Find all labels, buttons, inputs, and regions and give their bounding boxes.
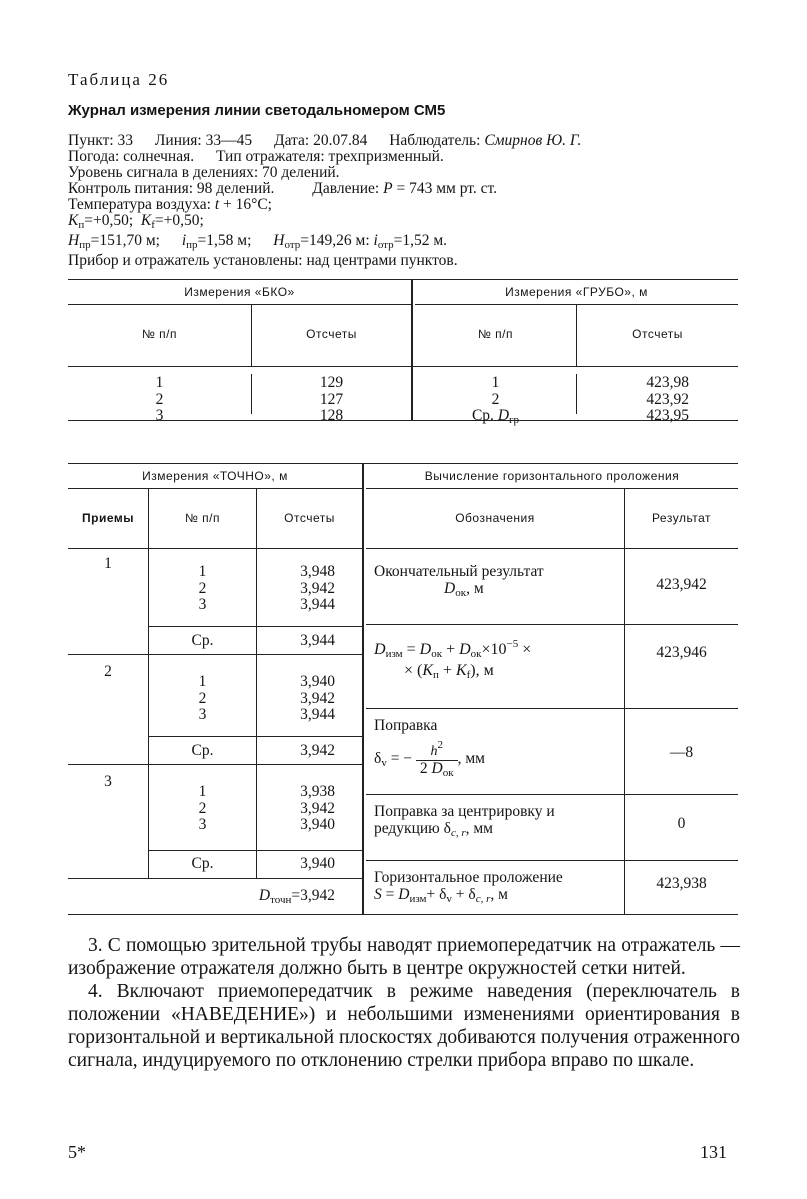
delta-sub: c, r [450, 826, 466, 839]
dok-var: D [459, 641, 471, 658]
paragraph-3: 3. С помощью зрительной трубы наводят приемопередатчик на отражатель — изображение отражателя должно быть в центре окружностей сетки нитей. [68, 935, 740, 979]
paragraph-4: 4. Включают приемопередатчик в режиме наведения (переключатель в положении «НАВЕДЕНИЕ») и небольшими изменениями ориентирования в горизонтальной и вертикальной плоскостях добиваются получения отраженного сигнала, индуцируемого по отклонению стрелки прибора вправо по шкале. [68, 981, 740, 1071]
info-line-4 [68, 181, 738, 197]
kn-var: K [68, 212, 79, 229]
divider [366, 794, 738, 795]
info-line-5 [68, 197, 738, 213]
bko-row-num: 3 [155, 407, 164, 424]
set-2-avg-value: 3,942 [300, 742, 335, 759]
grubo-readings-column [577, 375, 689, 425]
row-num: 2 [198, 799, 207, 817]
tochno-header: Измерения «ТОЧНО», м [142, 469, 288, 483]
dgr-sub: гр [509, 414, 520, 426]
installation-note: Прибор и отражатель установлены: над центрами пунктов. [68, 252, 458, 269]
iotr-var: i [373, 232, 378, 249]
bko-header: Измерения «БКО» [184, 285, 295, 299]
centering-label2: редукцию [374, 819, 440, 837]
bko-row-value: 128 [319, 407, 344, 424]
d-izm-value: 423,946 [656, 644, 707, 661]
table-number: Таблица 26 [68, 70, 170, 89]
info-line-6 [68, 213, 738, 233]
correction-value: —8 [669, 744, 694, 761]
dok-var: D [444, 579, 456, 597]
kn-sub: п [433, 668, 439, 681]
line-label: Линия: [154, 132, 202, 149]
temp-value: + 16°C; [223, 196, 272, 213]
grubo-row-value: 423,98 [646, 374, 689, 391]
exponent: −5 [506, 638, 519, 650]
bko-num-column [68, 375, 251, 425]
grubo-avg-value: 423,95 [646, 407, 689, 424]
row-value: 3,940 [300, 816, 335, 833]
bko-row-value: 129 [319, 374, 344, 391]
bko-row-num: 1 [155, 374, 164, 391]
row-value: 3,938 [300, 783, 335, 800]
pressure-value: = 743 мм рт. ст. [396, 180, 497, 197]
ipr-var: i [181, 232, 187, 249]
row-value: 3,942 [300, 579, 335, 597]
set-1-values [257, 564, 335, 614]
dok-unit: , м [466, 579, 484, 597]
dizm-var: D [374, 641, 386, 658]
divider [148, 850, 362, 851]
measurement-info [68, 133, 738, 269]
set-3-avg-value: 3,940 [300, 855, 335, 872]
set-2-nums [149, 674, 256, 724]
date-label: Дата: [274, 132, 310, 149]
delta-sub: v [381, 756, 387, 769]
kf-sub: f [466, 668, 471, 681]
divider [366, 708, 738, 709]
grubo-row-num: 2 [491, 390, 500, 408]
col-num: № п/п [184, 511, 221, 525]
centering-designation [374, 804, 624, 841]
d-tochn-total [148, 888, 335, 909]
row-num: 3 [198, 706, 207, 723]
final-result-value: 423,942 [656, 576, 707, 593]
calc-header: Вычисление горизонтального проложения [424, 469, 680, 483]
grubo-header: Измерения «ГРУБО», м [505, 285, 648, 299]
final-result-designation [374, 564, 624, 601]
table-title: Журнал измерения линии светодальномером СМ5 [68, 102, 446, 119]
centering-formula: редукцию $\delta_{c, r}$, мм [374, 819, 493, 839]
point-value: 33 [117, 132, 134, 149]
hpr-value: =151,70 м; [90, 232, 160, 249]
grubo-row-num: 1 [491, 374, 500, 391]
reflector-type: Тип отражателя: трехпризменный. [215, 148, 444, 165]
set-3-avg-label: Ср. [191, 855, 214, 872]
set-3-nums [149, 784, 256, 834]
dok-sub: ок [431, 648, 443, 660]
divider [366, 624, 738, 625]
col-designations: Обозначения [455, 511, 535, 525]
info-line-1 [68, 133, 738, 149]
kn-var: K [422, 661, 434, 679]
final-result-symbol [374, 581, 624, 602]
grubo-num-column [415, 375, 576, 429]
bko-col-num: № п/п [141, 327, 178, 341]
kf-var: K [140, 212, 152, 229]
col-result: Результат [651, 511, 712, 525]
d-izm-formula: $D_{изм} = D_{ок} + D_{ок}\times 10^{-5}$ × × $(K_п + K_f)$, м [374, 638, 532, 681]
divider [68, 878, 362, 879]
kn-sub: п [78, 219, 85, 231]
table-bko-grubo [68, 279, 738, 426]
dgr-var: D [497, 407, 510, 424]
centering-label: Поправка за центрировку и [374, 803, 555, 820]
divider [68, 304, 411, 305]
correction-designation [374, 718, 624, 782]
dok-sub: ок [470, 648, 482, 660]
row-value: 3,942 [300, 689, 335, 707]
page [68, 70, 738, 915]
divider [68, 764, 362, 765]
body-text [68, 934, 740, 1072]
iotr-sub: отр [377, 239, 394, 251]
kf-sub: f [151, 219, 155, 231]
divider [366, 548, 738, 549]
dizm-sub: изм [385, 648, 403, 660]
hotr-sub: отр [284, 239, 301, 251]
priem-3: 3 [104, 773, 112, 790]
row-value: 3,944 [300, 596, 335, 613]
set-2-values [257, 674, 335, 724]
horizontal-label: Горизонтальное проложение [374, 869, 563, 886]
set-1-nums [149, 564, 256, 614]
frac-denominator: 2 $D_{ок}$ [419, 760, 454, 779]
divider [68, 654, 362, 655]
divider [362, 464, 364, 914]
horizontal-designation [374, 870, 624, 907]
row-num: 3 [198, 816, 207, 833]
correction-label: Поправка [374, 717, 438, 734]
temp-label: Температура воздуха: [68, 196, 211, 213]
divider [366, 488, 738, 489]
row-value: 3,944 [300, 706, 335, 723]
d-tochn-sub: точн [270, 894, 292, 906]
pressure-var: P [383, 180, 393, 197]
divider [68, 488, 362, 489]
priem-2: 2 [104, 663, 112, 680]
row-num: 1 [198, 673, 207, 690]
divider [68, 548, 362, 549]
observer-value: Смирнов Ю. Г. [484, 132, 582, 149]
grubo-avg-label [415, 408, 576, 429]
weather: Погода: солнечная. [68, 148, 195, 165]
divider [68, 366, 738, 367]
divider [624, 488, 625, 914]
kf-var: K [455, 661, 467, 679]
divider [148, 626, 362, 627]
power-control: Контроль питания: 98 делений. [68, 180, 275, 197]
row-num: 1 [198, 783, 207, 800]
signature-mark: 5* [68, 1142, 86, 1162]
ipr-value: =1,58 м; [197, 232, 252, 249]
divider [411, 280, 413, 420]
set-2-avg-label: Ср. [191, 742, 214, 759]
set-1-avg-value: 3,944 [300, 632, 335, 649]
row-num: 2 [198, 689, 207, 707]
d-tochn-value: =3,942 [291, 887, 335, 904]
row-num: 1 [198, 563, 207, 580]
avg-label: Ср. [471, 407, 494, 424]
iotr-value: =1,52 м. [393, 232, 448, 249]
bko-readings-column [252, 375, 411, 425]
row-num: 2 [198, 579, 207, 597]
col-readings: Отсчеты [284, 511, 335, 525]
dok-sub: ок [455, 586, 467, 599]
date-value: 20.07.84 [313, 132, 368, 149]
divider [366, 860, 738, 861]
hotr-value: =149,26 м: [300, 232, 370, 249]
kf-value: =+0,50; [154, 212, 204, 229]
correction-formula: $\delta_v$ = − $\frac{h^2}{2 D_{ок}}$ , мм [374, 737, 624, 782]
grubo-col-readings: Отсчеты [632, 327, 683, 341]
info-line-2 [68, 149, 738, 165]
set-3-values [257, 784, 335, 834]
hpr-var: H [68, 232, 80, 249]
grubo-row-value: 423,92 [646, 390, 689, 408]
bko-row-num: 2 [155, 390, 164, 408]
dok-var: D [419, 641, 432, 658]
ipr-sub: пр [186, 239, 198, 251]
set-1-avg-label: Ср. [191, 632, 214, 649]
horizontal-value: 423,938 [656, 875, 707, 892]
row-value: 3,948 [300, 563, 335, 580]
point-label: Пункт: [68, 132, 114, 149]
final-result-label: Окончательный результат [374, 563, 544, 580]
info-line-7 [68, 233, 738, 253]
table-tochno-calculation [68, 463, 738, 915]
d-tochn-var: D [258, 887, 271, 904]
grubo-col-num: № п/п [477, 327, 514, 341]
priem-1: 1 [104, 555, 112, 572]
pressure-label: Давление: [312, 180, 380, 197]
hotr-var: H [273, 232, 285, 249]
frac-numerator: $h^2$ [416, 737, 458, 762]
bko-col-readings: Отсчеты [306, 327, 357, 341]
temp-var: t [214, 196, 220, 213]
page-number: 131 [700, 1142, 727, 1162]
row-value: 3,942 [300, 799, 335, 817]
horizontal-formula: $S = D_{изм}+ \delta_v + \delta_{c, r}$, м [374, 885, 508, 905]
divider [148, 736, 362, 737]
line-value: 33—45 [205, 132, 253, 149]
signal-level: Уровень сигнала в делениях: 70 делений. [68, 164, 340, 181]
correction-fraction [416, 737, 458, 782]
observer-label: Наблюдатель: [389, 132, 481, 149]
bko-row-value: 127 [319, 390, 344, 408]
col-priemy: Приемы [82, 511, 134, 525]
kn-value: =+0,50; [84, 212, 134, 229]
centering-value: 0 [677, 815, 686, 832]
row-num: 3 [198, 596, 207, 613]
row-value: 3,940 [300, 673, 335, 690]
hpr-sub: пр [79, 239, 91, 251]
